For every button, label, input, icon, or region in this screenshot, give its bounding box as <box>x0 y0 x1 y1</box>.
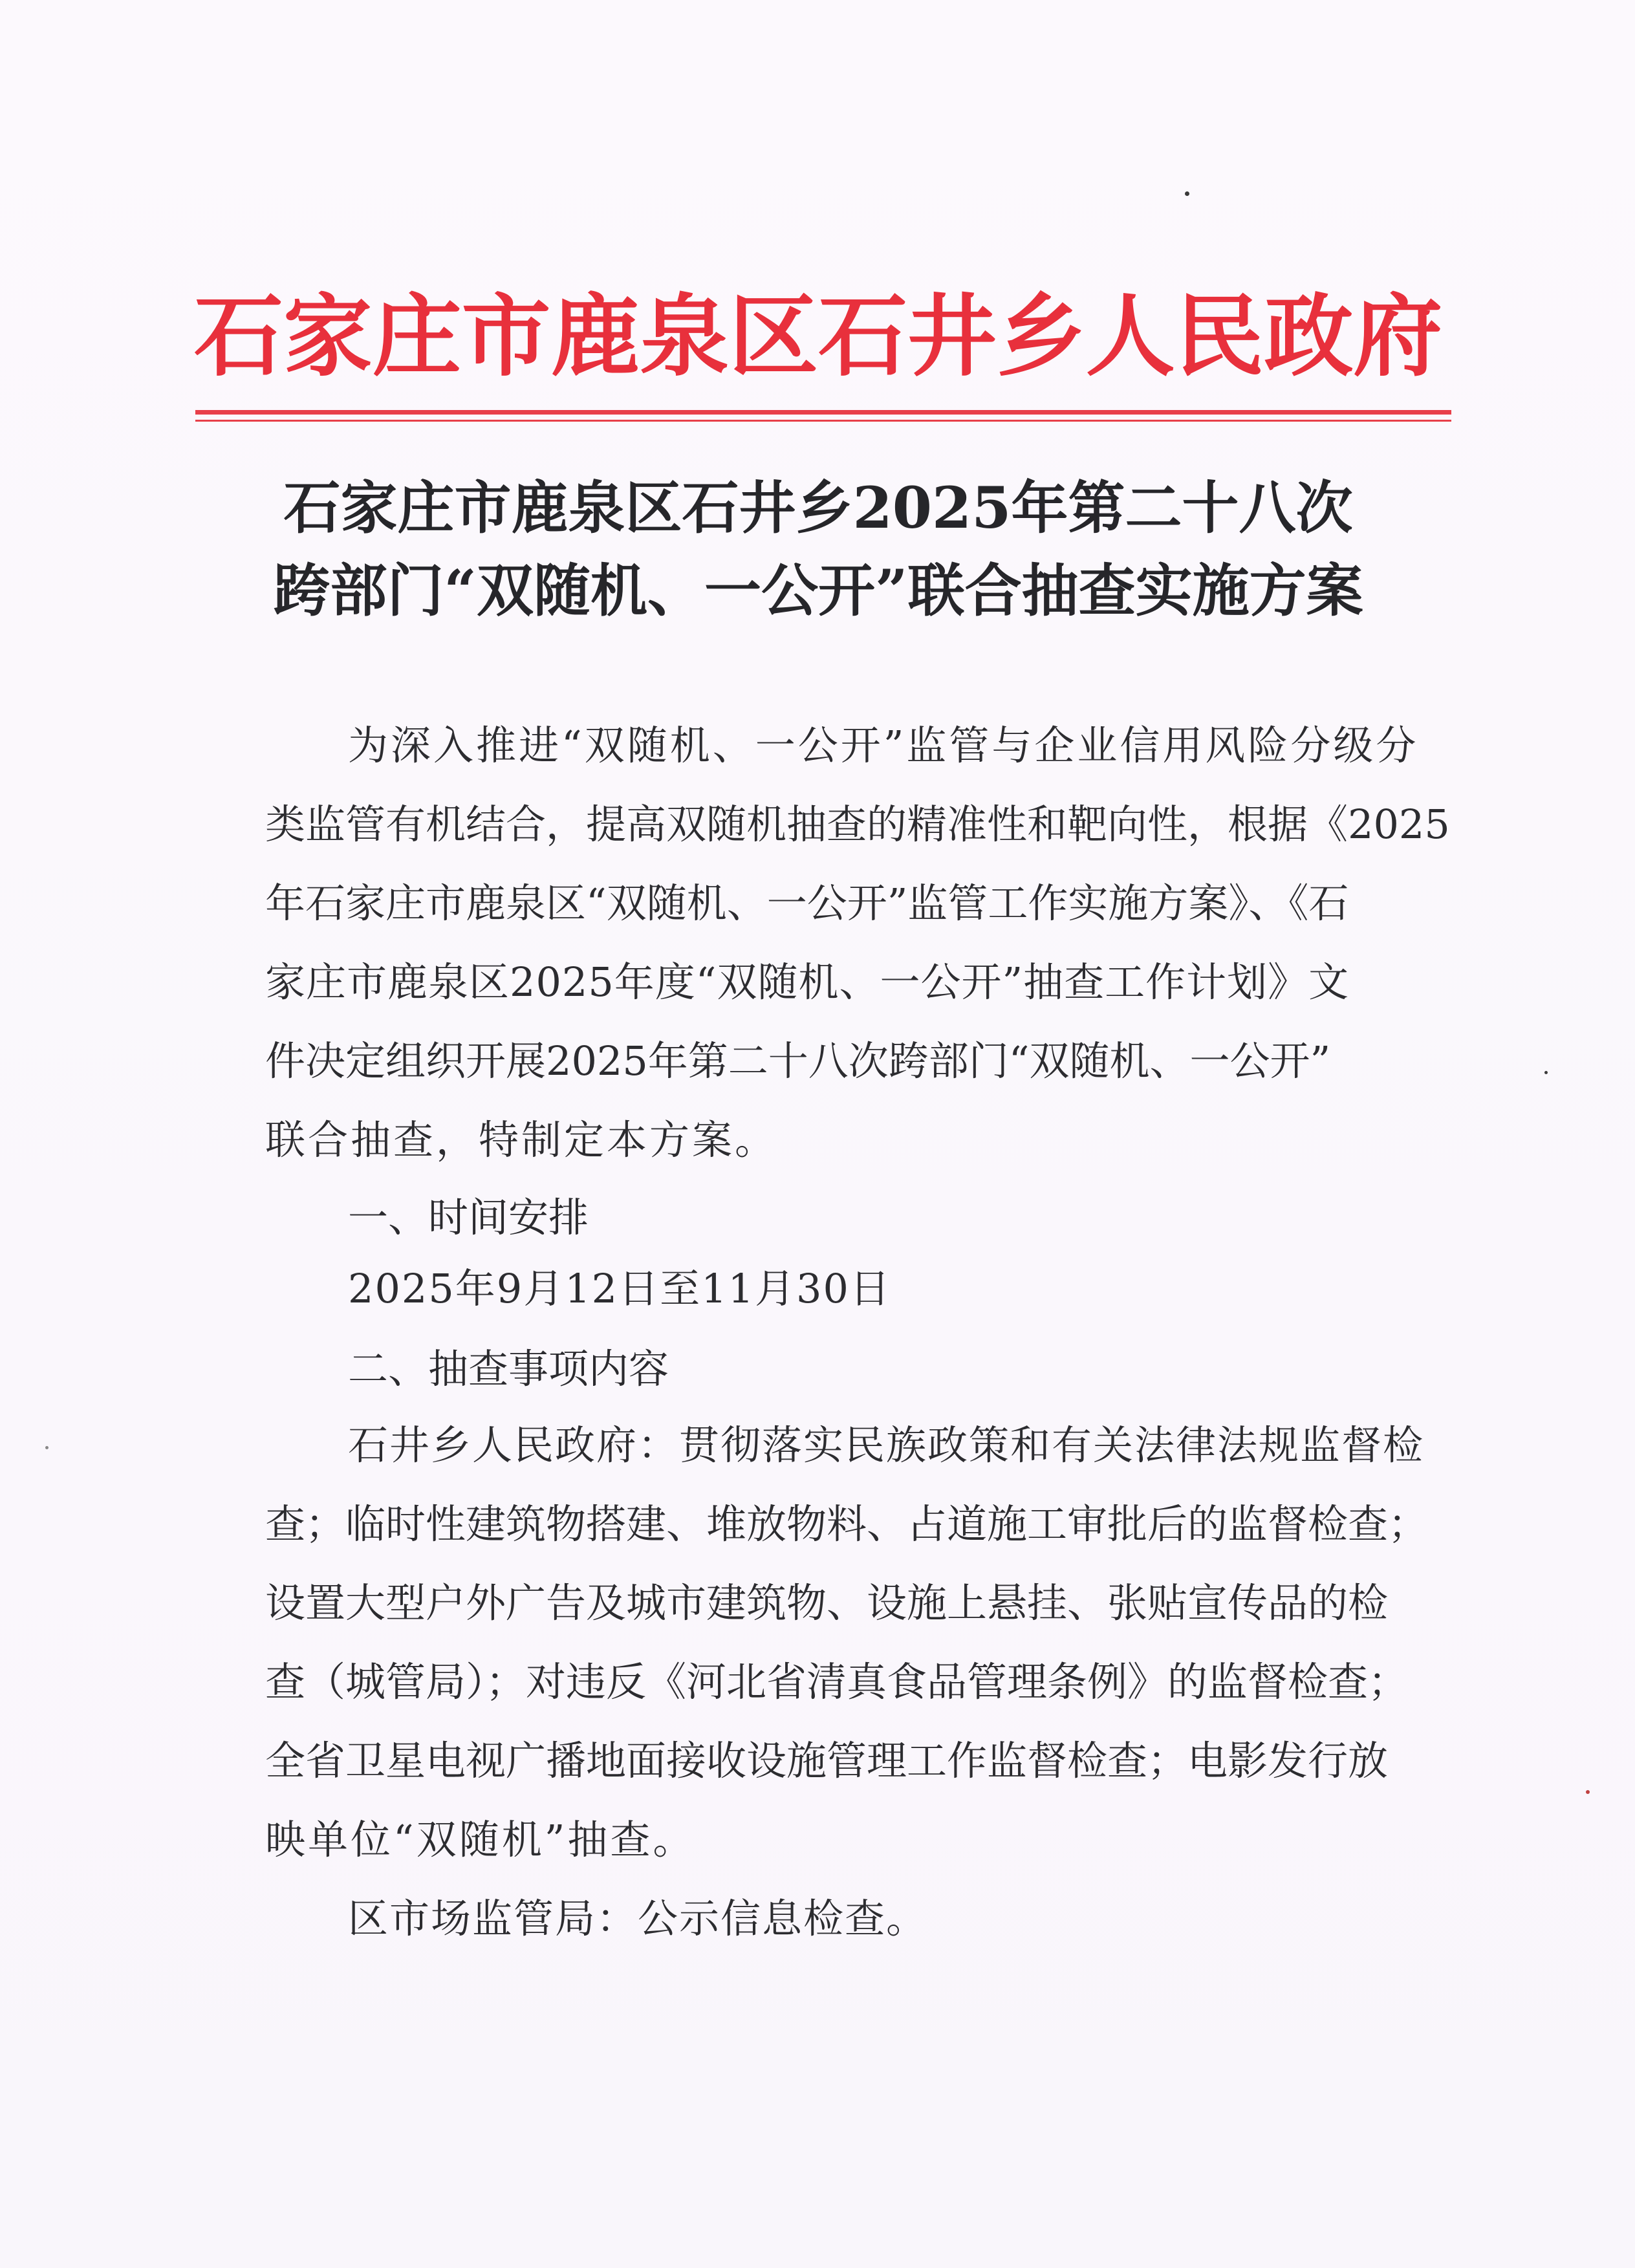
intro-line: 年石家庄市鹿泉区“双随机、一公开”监管工作实施方案》、《石 <box>265 880 1349 927</box>
schedule-dates: 2025年9月12日至11月30日 <box>348 1265 891 1312</box>
scan-speck <box>1544 1071 1548 1074</box>
document-title-line-2: 跨部门“双随机、一公开”联合抽查实施方案 <box>273 557 1363 624</box>
intro-line: 家庄市鹿泉区2025年度“双随机、一公开”抽查工作计划》文 <box>265 958 1350 1006</box>
intro-line: 件决定组织开展2025年第二十八次跨部门“双随机、一公开” <box>265 1037 1331 1085</box>
inspection-line: 查；临时性建筑物搭建、堆放物料、占道施工审批后的监督检查； <box>265 1500 1429 1548</box>
intro-line: 为深入推进“双随机、一公开”监管与企业信用风险分级分 <box>348 722 1419 769</box>
red-separator-thin <box>195 420 1451 422</box>
section-heading-schedule: 一、时间安排 <box>348 1194 589 1241</box>
inspection-line: 设置大型户外广告及城市建筑物、设施上悬挂、张贴宣传品的检 <box>265 1579 1389 1626</box>
scan-speck <box>1185 191 1189 196</box>
scan-speck <box>1586 1790 1590 1794</box>
issuing-authority-header: 石家庄市鹿泉区石井乡人民政府 <box>194 284 1443 389</box>
market-supervision-line: 区市场监管局：公示信息检查。 <box>348 1895 928 1942</box>
document-title-line-1: 石家庄市鹿泉区石井乡2025年第二十八次 <box>283 474 1353 541</box>
red-separator-thick <box>195 410 1451 415</box>
inspection-line: 全省卫星电视广播地面接收设施管理工作监督检查；电影发行放 <box>265 1737 1389 1784</box>
intro-line: 类监管有机结合，提高双随机抽查的精准性和靶向性，根据《2025 <box>265 801 1450 848</box>
inspection-line: 映单位“双随机”抽查。 <box>265 1816 696 1863</box>
section-heading-inspection-items: 二、抽查事项内容 <box>348 1345 669 1392</box>
inspection-line: 石井乡人民政府：贯彻落实民族政策和有关法律法规监督检 <box>348 1421 1425 1469</box>
scan-speck <box>45 1446 49 1449</box>
intro-line: 联合抽查，特制定本方案。 <box>265 1116 778 1163</box>
inspection-line: 查（城管局）；对违反《河北省清真食品管理条例》的监督检查； <box>265 1658 1409 1705</box>
